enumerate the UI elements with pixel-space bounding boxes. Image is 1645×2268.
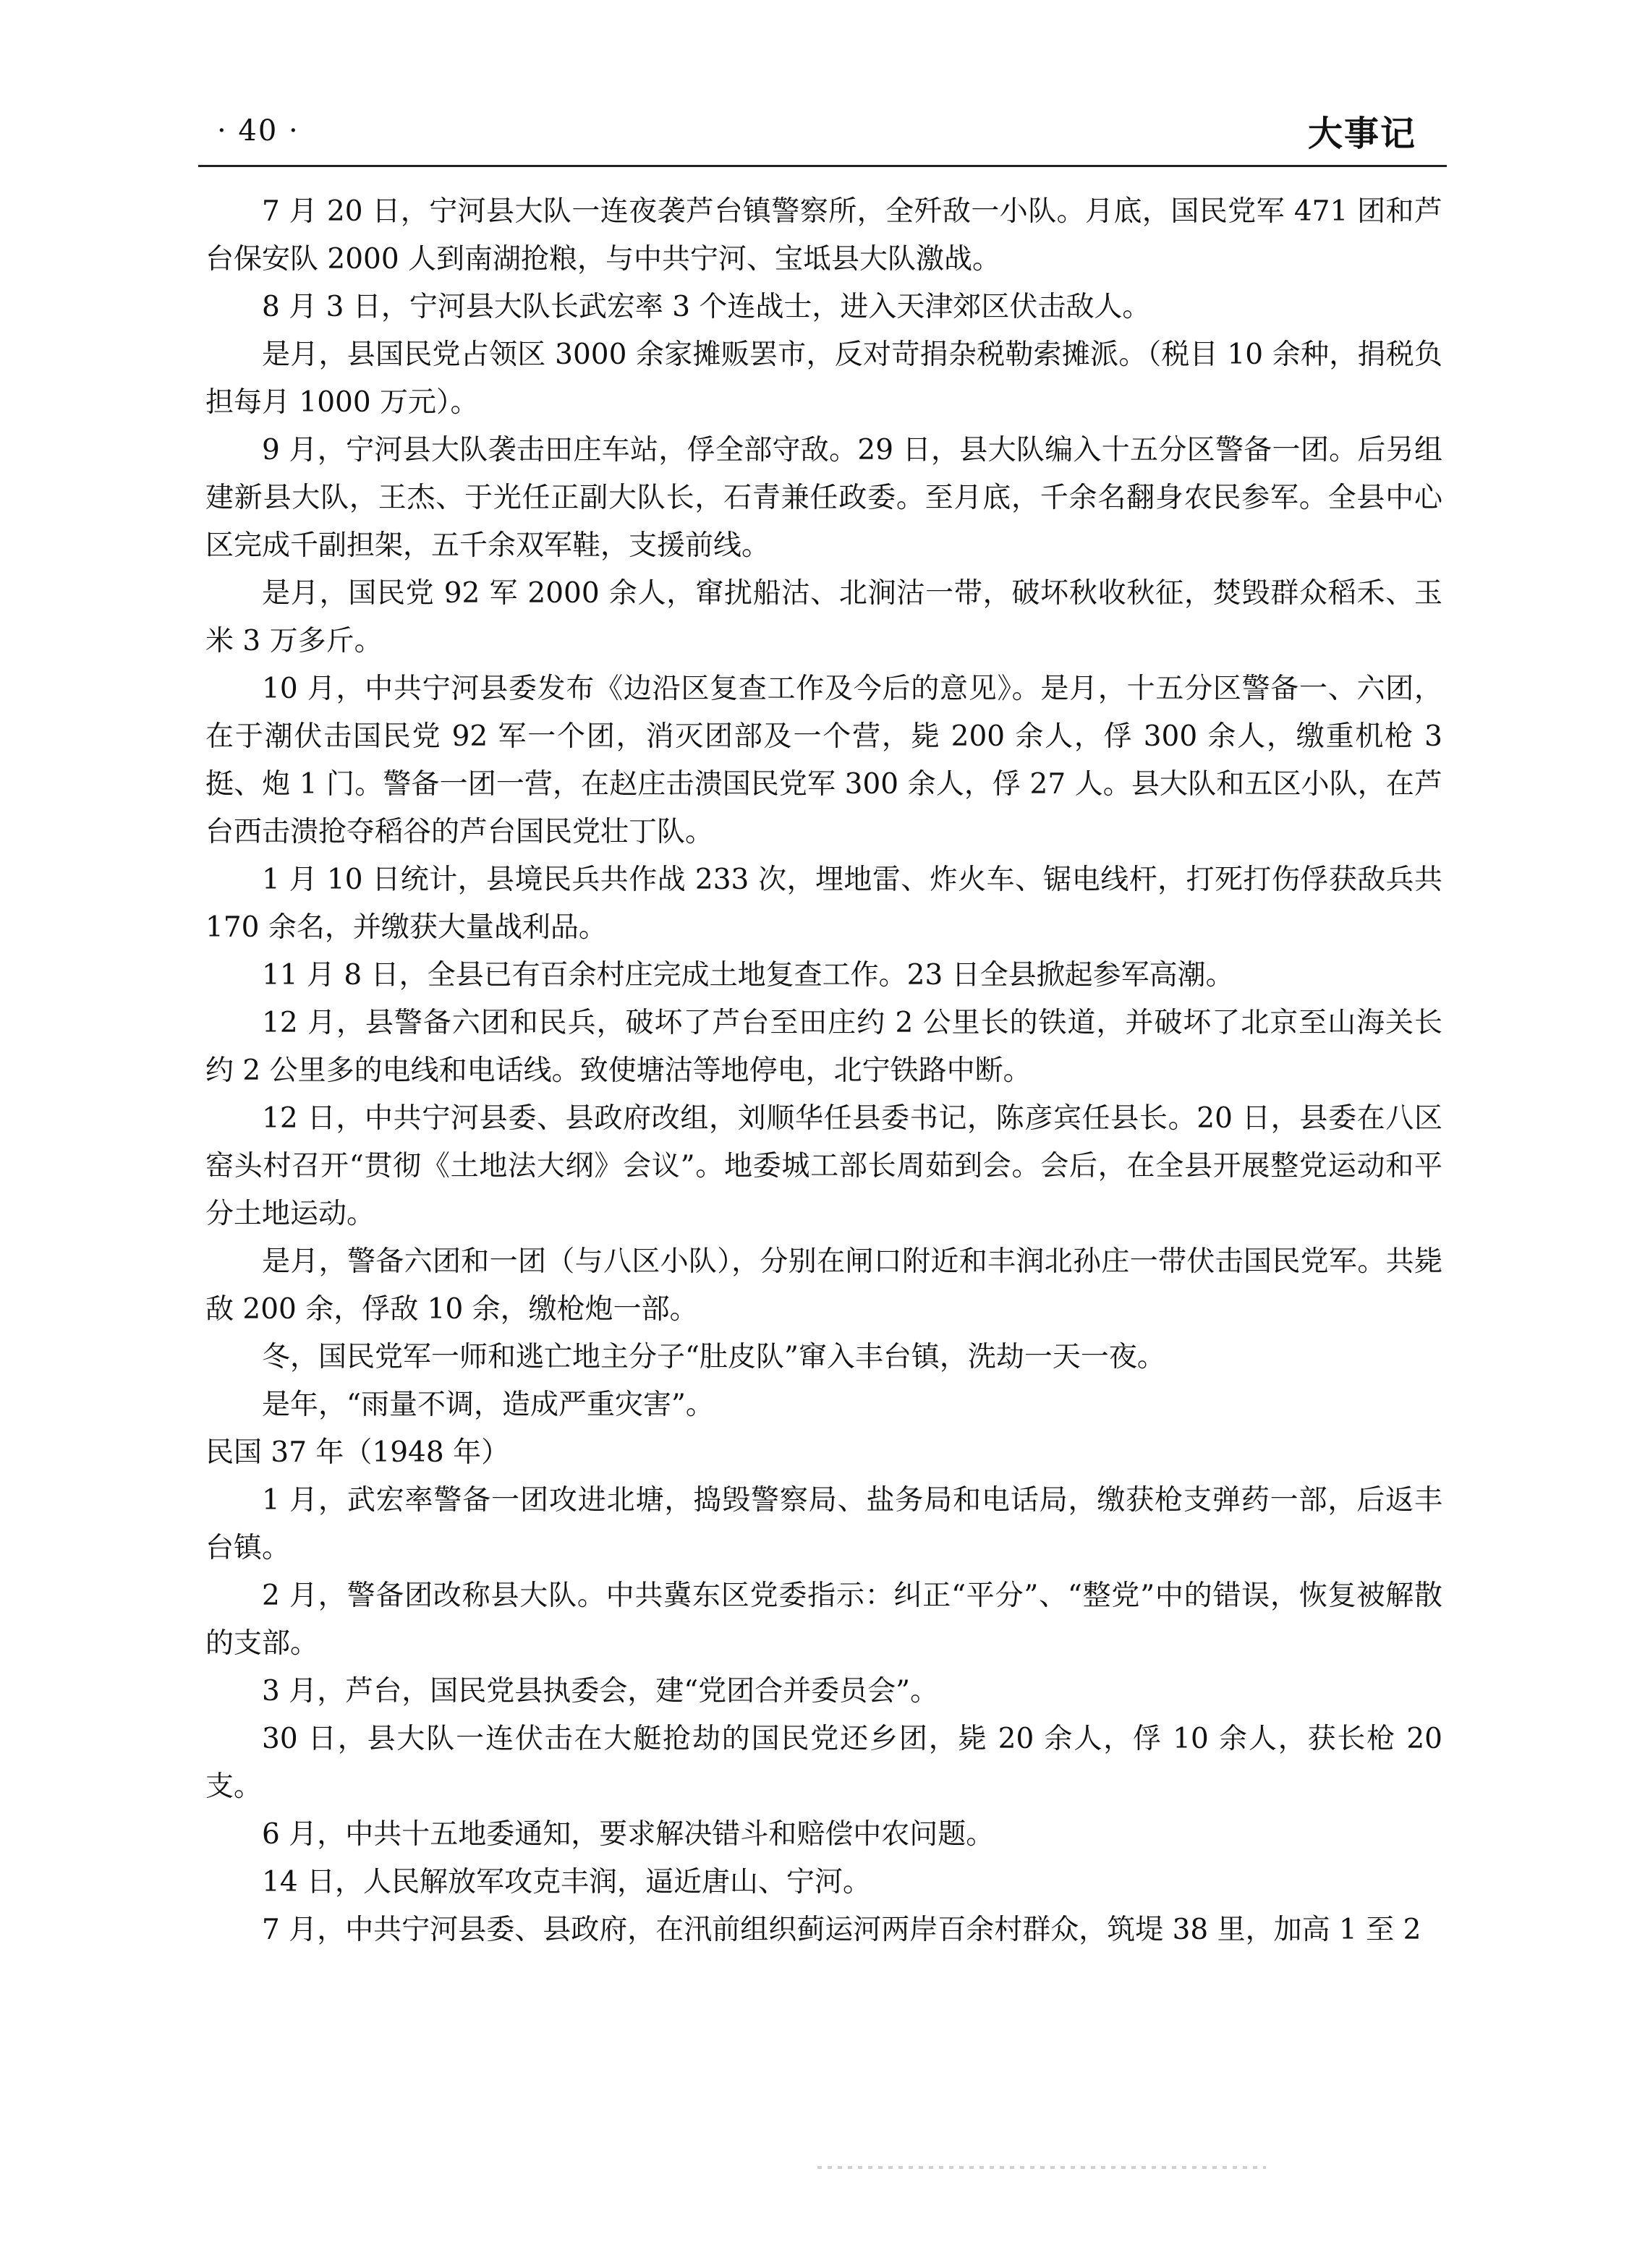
paragraph: 是月，警备六团和一团（与八区小队），分别在闸口附近和丰润北孙庄一带伏击国民党军。共毙敌 200 余，俘敌 10 余，缴枪炮一部。 [205,1245,1442,1326]
paragraph: 14 日，人民解放军攻克丰润，逼近唐山、宁河。 [262,1866,872,1898]
page-number: · 40 · [217,114,299,148]
paragraph: 6 月，中共十五地委通知，要求解决错斗和赔偿中农问题。 [262,1818,995,1851]
paragraph: 9 月，宁河县大队袭击田庄车站，俘全部守敌。29 日，县大队编入十五分区警备一团。后另组建新县大队，王杰、于光任正副大队长，石青兼任政委。至月底，千余名翻身农民参军。全县中心区完成千副担架，五千余双军鞋，支援前线。 [205,434,1442,562]
paragraph: 11 月 8 日，全县已有百余村庄完成土地复查工作。23 日全县掀起参军高潮。 [262,959,1234,992]
chronicle-body [205,188,1442,1954]
paragraph: 12 日，中共宁河县委、县政府改组，刘顺华任县委书记，陈彦宾任县长。20 日，县委在八区窑头村召开“贯彻《土地法大纲》会议”。地委城工部长周茹到会。会后，在全县开展整党运动和平分土地运动。 [205,1102,1442,1230]
paragraph: 7 月，中共宁河县委、县政府，在汛前组织蓟运河两岸百余村群众，筑堤 38 里，加高 1 至 2 [262,1914,1421,1946]
paragraph: 3 月，芦台，国民党县执委会，建“党团合并委员会”。 [262,1675,939,1708]
paragraph: 2 月，警备团改称县大队。中共冀东区党委指示：纠正“平分”、“整党”中的错误，恢复被解散的支部。 [205,1580,1442,1660]
header-divider [198,165,1447,167]
paragraph: 12 月，县警备六团和民兵，破坏了芦台至田庄约 2 公里长的铁道，并破坏了北京至山海关长约 2 公里多的电线和电话线。致使塘沽等地停电，北宁铁路中断。 [205,1007,1442,1087]
paragraph: 8 月 3 日，宁河县大队长武宏率 3 个连战士，进入天津郊区伏击敌人。 [262,291,1151,323]
section-title: 大事记 [1307,114,1416,154]
paragraph: 10 月，中共宁河县委发布《边沿区复查工作及今后的意见》。是月，十五分区警备一、六团，在于潮伏击国民党 92 军一个团，消灭团部及一个营，毙 200 余人，俘 300 余人，缴重机枪 3 挺、炮 1 门。警备一团一营，在赵庄击溃国民党军 300 余人，俘 27 人。县大队和五区小队，在芦台西击溃抢夺稻谷的芦台国民党壮丁队。 [205,673,1442,848]
scan-artifact [817,2166,1266,2169]
paragraph: 1 月 10 日统计，县境民兵共作战 233 次，埋地雷、炸火车、锯电线杆，打死打伤俘获敌兵共 170 余名，并缴获大量战利品。 [205,864,1442,944]
paragraph: 1 月，武宏率警备一团攻进北塘，捣毁警察局、盐务局和电话局，缴获枪支弹药一部，后返丰台镇。 [205,1484,1442,1564]
paragraph: 7 月 20 日，宁河县大队一连夜袭芦台镇警察所，全歼敌一小队。月底，国民党军 471 团和芦台保安队 2000 人到南湖抢粮，与中共宁河、宝坻县大队激战。 [205,195,1442,276]
year-heading: 民国 37 年（1948 年） [205,1436,510,1469]
paragraph: 是月，国民党 92 军 2000 余人，窜扰船沽、北涧沽一带，破坏秋收秋征，焚毁群众稻禾、玉米 3 万多斤。 [205,577,1442,657]
paragraph: 30 日，县大队一连伏击在大艇抢劫的国民党还乡团，毙 20 余人，俘 10 余人，获长枪 20 支。 [205,1723,1442,1803]
paragraph: 是月，县国民党占领区 3000 余家摊贩罢市，反对苛捐杂税勒索摊派。（税目 10 余种，捐税负担每月 1000 万元）。 [205,338,1442,419]
paragraph: 冬，国民党军一师和逃亡地主分子“肚皮队”窜入丰台镇，洗劫一天一夜。 [262,1341,1165,1373]
paragraph: 是年，“雨量不调，造成严重灾害”。 [262,1389,714,1421]
